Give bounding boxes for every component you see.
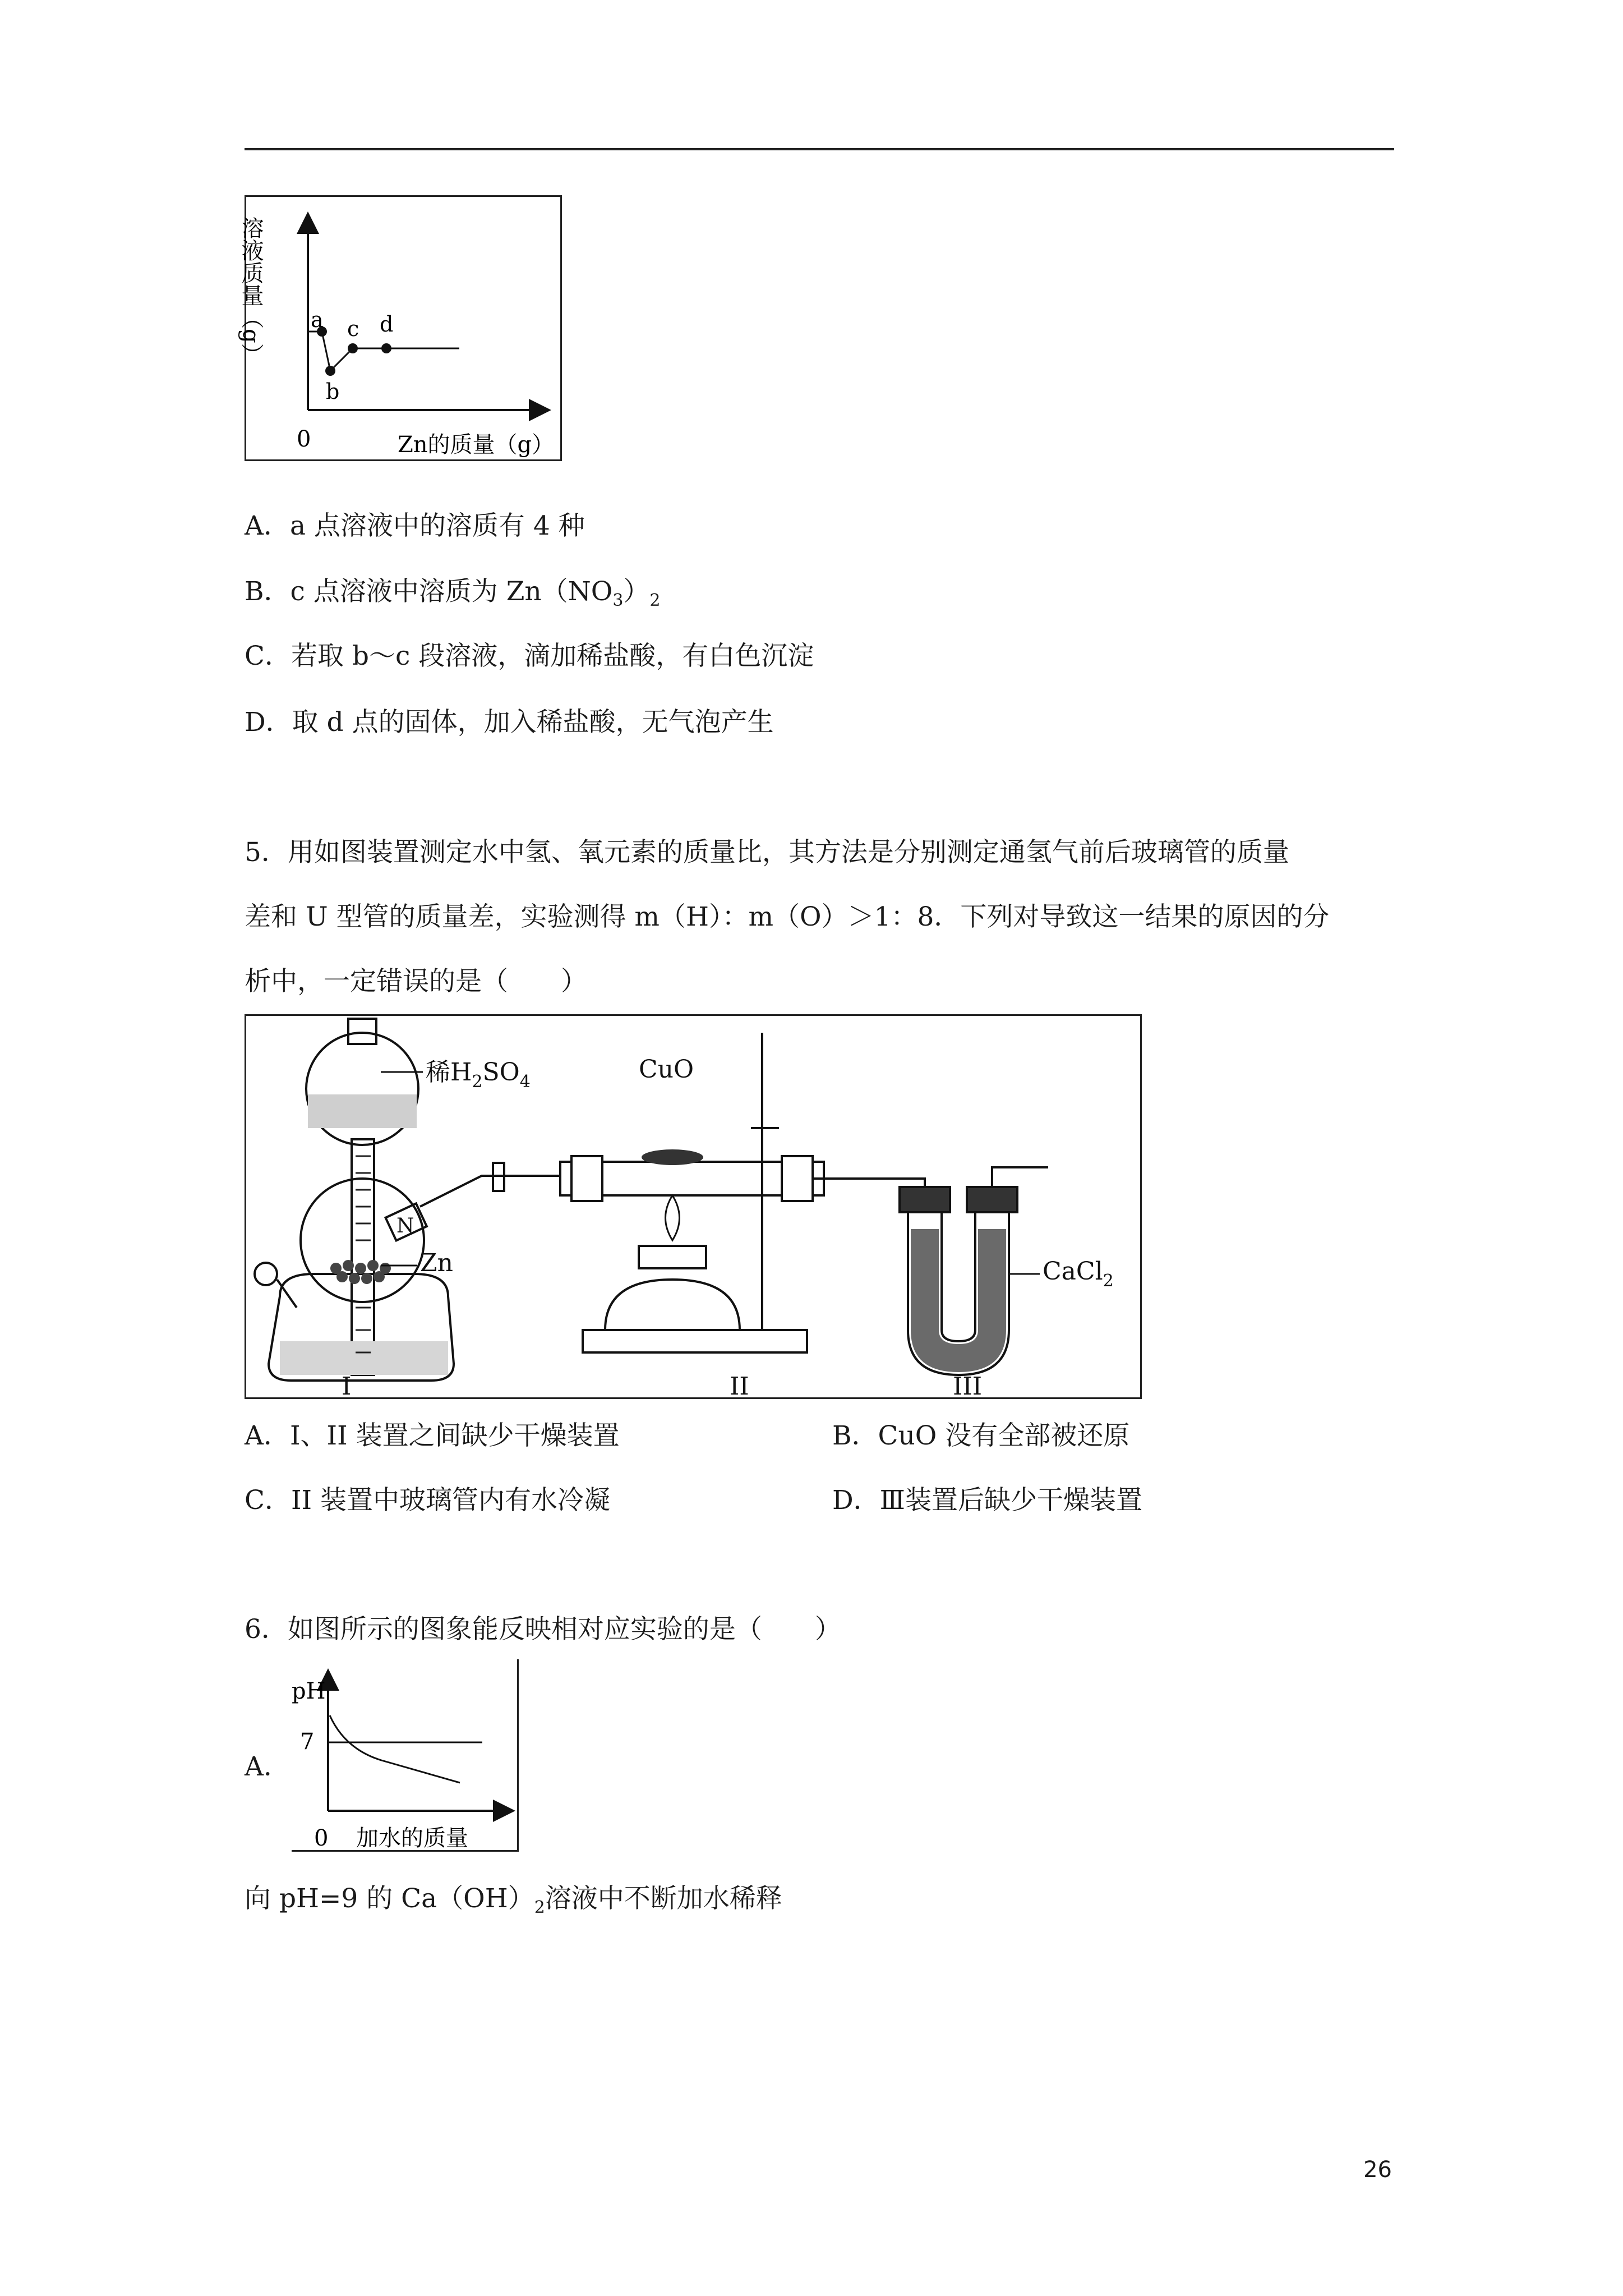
q4-label-d: d <box>380 312 394 337</box>
q4-label-b: b <box>326 379 340 404</box>
flame <box>666 1195 680 1240</box>
q6-curve <box>330 1715 460 1783</box>
q6-stem: 6．如图所示的图象能反映相对应实验的是（ ） <box>245 1614 841 1645</box>
q4-option-b-sub2: 2 <box>649 591 661 610</box>
q6-caption-prefix: 向 pH=9 的 Ca（OH） <box>245 1883 534 1914</box>
q6-y-label: pH <box>292 1678 326 1704</box>
zinc-granules <box>330 1260 391 1284</box>
q6-origin: 0 <box>314 1825 329 1851</box>
q4-option-b-sub1: 3 <box>612 591 624 610</box>
q4-point-b <box>325 366 335 376</box>
q6-y-tick: 7 <box>300 1729 315 1755</box>
q4-origin-label: 0 <box>297 426 311 452</box>
liquid-column-marks <box>356 1156 371 1352</box>
q4-option-b-mid: ） <box>623 576 650 607</box>
q5-option-d: D．Ⅲ装置后缺少干燥装置 <box>832 1485 1143 1516</box>
label-acid: 稀$H_2SO_4$ <box>426 1058 531 1092</box>
page-number: 26 <box>1363 2157 1392 2183</box>
label-calcium-chloride: CaCl$_2$ <box>1043 1257 1114 1291</box>
q6-option-a-label: A． <box>245 1751 290 1782</box>
header-rule <box>245 148 1394 150</box>
q5-apparatus-figure <box>245 1014 1142 1399</box>
q4-option-d: D．取 d 点的固体，加入稀盐酸，无气泡产生 <box>245 707 774 738</box>
q5-option-b: B．CuO 没有全部被还原 <box>832 1420 1130 1451</box>
u-tube <box>869 1167 1048 1375</box>
q4-chart-svg <box>238 197 560 459</box>
kipp-generator <box>255 1019 454 1381</box>
q6-caption-suffix: 溶液中不断加水稀释 <box>545 1883 782 1914</box>
combustion-tube <box>560 1033 869 1352</box>
cuo-sample <box>642 1149 703 1165</box>
q6-x-label: 加水的质量 <box>356 1825 468 1851</box>
q5-stem-line3: 析中，一定错误的是（ ） <box>245 966 587 997</box>
q5-option-a: A．I、II 装置之间缺少干燥装置 <box>245 1420 620 1451</box>
label-cuo: CuO <box>639 1055 694 1084</box>
nozzle-letter: N <box>396 1214 414 1237</box>
q6-caption-sub: 2 <box>534 1898 545 1917</box>
q5-option-c: C．II 装置中玻璃管内有水冷凝 <box>245 1485 611 1516</box>
q4-option-b <box>245 575 661 618</box>
q4-x-label: Zn的质量（g） <box>398 432 555 458</box>
label-apparatus-ii: II <box>730 1372 749 1401</box>
q4-point-c <box>348 343 358 353</box>
q6-chart <box>292 1659 519 1852</box>
q5-stem-line2: 差和 U 型管的质量差，实验测得 m（H）：m（O）＞1：8．下列对导致这一结果的原因的分 <box>245 901 1330 932</box>
q4-option-c: C．若取 b～c 段溶液，滴加稀盐酸，有白色沉淀 <box>245 641 814 671</box>
q4-y-label: 溶液质量（g） <box>238 217 264 366</box>
calcium-chloride-fill <box>911 1229 1006 1372</box>
label-zn: Zn <box>420 1249 453 1277</box>
q4-label-a: a <box>311 307 324 332</box>
label-apparatus-iii: III <box>953 1372 983 1401</box>
q6-caption <box>245 1882 782 1925</box>
q4-option-a: A．a 点溶液中的溶质有 4 种 <box>245 510 585 541</box>
q4-point-d <box>381 343 391 353</box>
q6-chart-svg <box>292 1659 517 1850</box>
q4-option-b-prefix: B．c 点溶液中溶质为 Zn（NO <box>245 576 613 607</box>
q4-chart <box>238 195 562 461</box>
q5-apparatus-svg <box>246 1016 1140 1401</box>
label-apparatus-i: I <box>342 1372 352 1401</box>
q5-stem-line1: 5．用如图装置测定水中氢、氧元素的质量比，其方法是分别测定通氢气前后玻璃管的质量 <box>245 837 1289 868</box>
q4-label-c: c <box>347 316 359 341</box>
